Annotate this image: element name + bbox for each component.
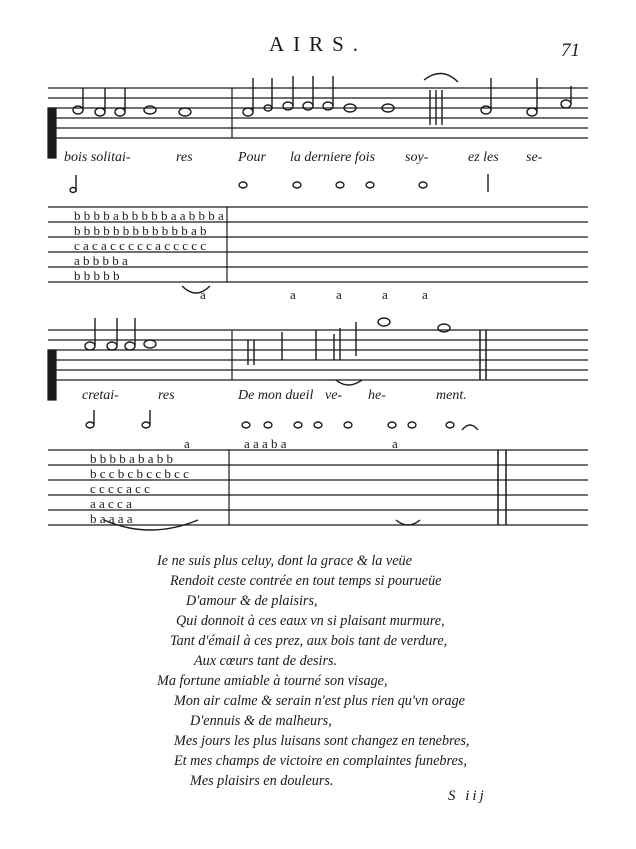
poem-line-4: Qui donnoit à ces eaux vn si plaisant murmure,: [176, 613, 445, 629]
tab2-row-1: b b b b a b a b b: [90, 451, 174, 466]
tab2-row-4: a a c c a: [90, 496, 132, 511]
poem-line-1: Ie ne suis plus celuy, dont la grace & la veüe: [157, 553, 412, 569]
tab2-top-3: a: [392, 436, 398, 451]
tab1-row-3: c a c a c c c c c a c c c c c: [74, 238, 207, 253]
lyric-sys1-3: Pour: [238, 150, 266, 165]
poem-line-12: Mes plaisirs en douleurs.: [190, 773, 334, 789]
lyric-sys2-6: ment.: [436, 388, 467, 403]
tab2-top-2: a a a b a: [244, 436, 287, 451]
tab2-row-2: b c c b c b c c b c c: [90, 466, 189, 481]
clef-ladder-2: [48, 350, 56, 400]
signature-mark: S iij: [448, 788, 487, 804]
poem-line-2: Rendoit ceste contrée en tout temps si pourueüe: [170, 573, 442, 589]
tab1-row-1: b b b b a b b b b b a a b b b a: [74, 208, 224, 223]
lyric-sys1-7: se-: [526, 150, 543, 165]
vocal-staff-2: [48, 330, 588, 380]
poem-line-6: Aux cœurs tant de desirs.: [194, 653, 338, 669]
tab2-top-1: a: [184, 436, 190, 451]
tab1-bottom-4: a: [382, 287, 388, 302]
poem-line-8: Mon air calme & serain n'est plus rien qu'vn orage: [174, 693, 465, 709]
tab1-bottom-3: a: [336, 287, 342, 302]
tab1-bottom-5: a: [422, 287, 428, 302]
lyric-sys2-1: cretai-: [82, 388, 119, 403]
clef-ladder-1: [48, 108, 56, 158]
lyric-sys2-2: res: [158, 388, 175, 403]
lyric-sys1-2: res: [176, 150, 193, 165]
lyric-sys1-5: soy-: [405, 150, 429, 165]
notes-system-1: [70, 73, 571, 192]
lyric-sys1-1: bois solitai-: [64, 150, 131, 165]
lyric-sys1-4: la derniere fois: [290, 150, 376, 165]
vocal-staff-1: [48, 88, 588, 138]
tab2-row-3: c c c c a c c: [90, 481, 150, 496]
tab1-row-5: b b b b b: [74, 268, 120, 283]
lyric-sys1-6: ez les: [468, 150, 499, 165]
page-number: 71: [561, 40, 580, 61]
poem-line-7: Ma fortune amiable à tourné son visage,: [157, 673, 388, 689]
lyric-sys2-5: he-: [368, 388, 386, 403]
lyric-sys2-4: ve-: [325, 388, 343, 403]
tab1-bottom-1: a: [200, 287, 206, 302]
tab1-bottom-2: a: [290, 287, 296, 302]
tab2-row-5: b a a a a: [90, 511, 133, 526]
tab1-row-2: b b b b b b b b b b b b a b: [74, 223, 207, 238]
tab1-row-4: a b b b b a: [74, 253, 128, 268]
poem-line-11: Et mes champs de victoire en complaintes funebres,: [174, 753, 467, 769]
poem-line-3: D'amour & de plaisirs,: [186, 593, 318, 609]
poem-line-10: Mes jours les plus luisans sont changez en tenebres,: [174, 733, 470, 749]
page-header-title: AIRS.: [268, 32, 368, 56]
poem-line-9: D'ennuis & de malheurs,: [190, 713, 332, 729]
lyric-sys2-3: De mon dueil: [238, 388, 314, 403]
poem-line-5: Tant d'émail à ces prez, aux bois tant de verdure,: [170, 633, 448, 649]
